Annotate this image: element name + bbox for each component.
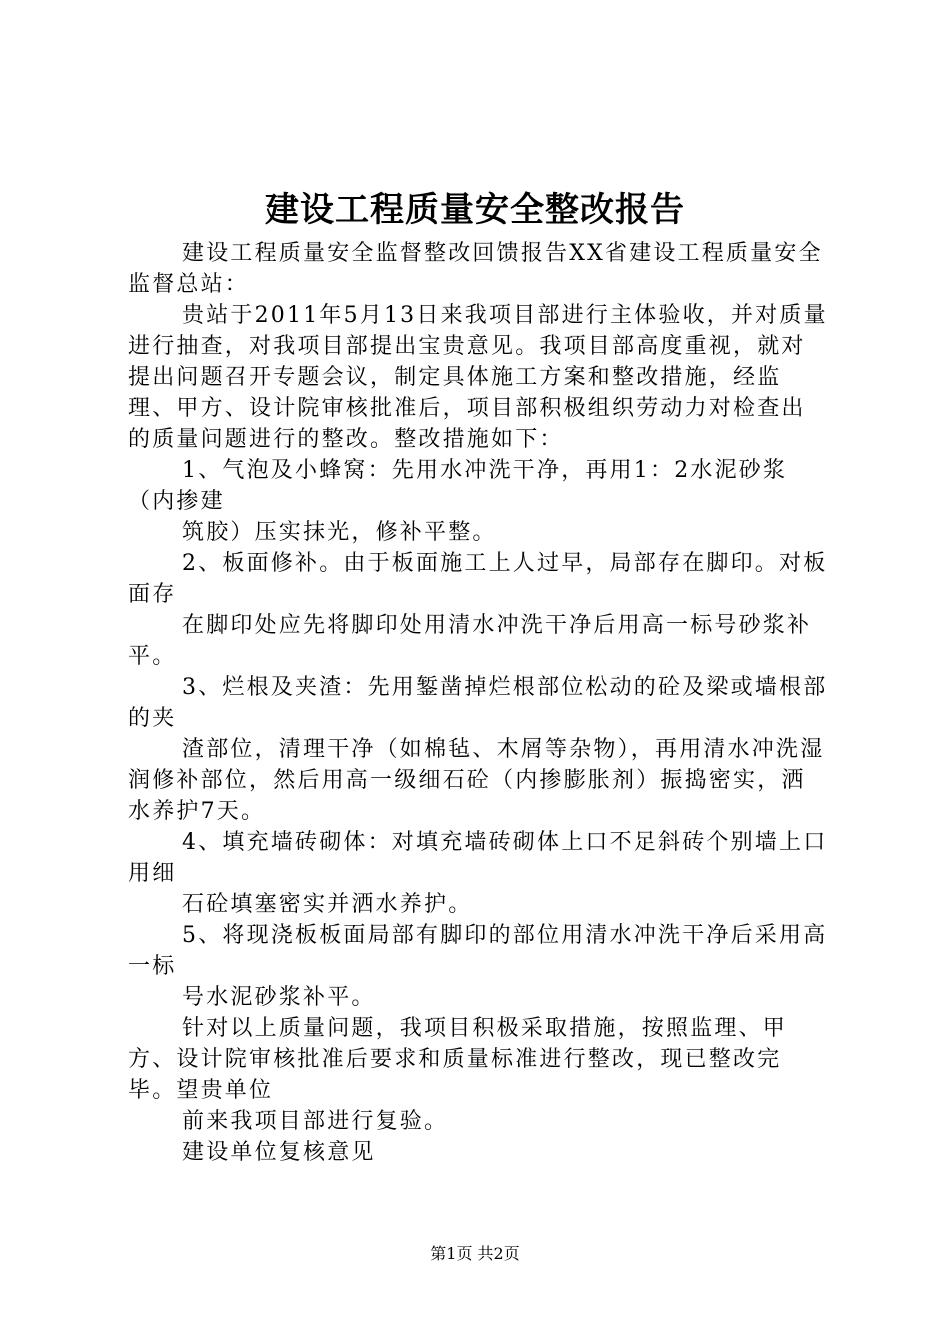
paragraph-14: 前来我项目部进行复验。 <box>182 1109 449 1134</box>
paragraph-15: 建设单位复核意见 <box>182 1140 376 1165</box>
paragraph-3: 1、气泡及小蜂窝：先用水冲洗干净，再用1：2水泥砂浆（内掺建 <box>128 458 788 514</box>
paragraph-6: 在脚印处应先将脚印处用清水冲洗干净后用高一标号砂浆补平。 <box>128 613 812 669</box>
document-title: 建设工程质量安全整改报告 <box>265 190 685 230</box>
paragraph-12: 号水泥砂浆补平。 <box>182 985 376 1010</box>
paragraph-1: 建设工程质量安全监督整改回馈报告XX省建设工程质量安全监督总站： <box>128 241 823 297</box>
page-number-footer: 第1页 共2页 <box>430 1244 520 1263</box>
paragraph-10: 石砼填塞密实并洒水养护。 <box>182 892 473 917</box>
paragraph-5: 2、板面修补。由于板面施工上人过早，局部存在脚印。对板面存 <box>128 551 828 607</box>
paragraph-7: 3、烂根及夹渣：先用錾凿掉烂根部位松动的砼及梁或墙根部的夹 <box>128 675 828 731</box>
paragraph-9: 4、填充墙砖砌体：对填充墙砖砌体上口不足斜砖个别墙上口用细 <box>128 830 828 886</box>
paragraph-11: 5、将现浇板板面局部有脚印的部位用清水冲洗干净后采用高一标 <box>128 923 828 979</box>
paragraph-2: 贵站于2011年5月13日来我项目部进行主体验收，并对质量进行抽查，对我项目部提出宝贵意见。我项目部高度重视，就对提出问题召开专题会议，制定具体施工方案和整改措施，经监理、甲方、设计院审核批准后，项目部积极组织劳动力对检查出的质量问题进行的整改。整改措施如下： <box>128 303 828 452</box>
paragraph-13: 针对以上质量问题，我项目积极采取措施，按照监理、甲方、设计院审核批准后要求和质量标准进行整改，现已整改完毕。望贵单位 <box>128 1016 788 1103</box>
paragraph-8: 渣部位，清理干净（如棉毡、木屑等杂物），再用清水冲洗湿润修补部位，然后用高一级细石砼（内掺膨胀剂）振捣密实，洒水养护7天。 <box>128 737 825 824</box>
paragraph-4: 筑胶）压实抹光，修补平整。 <box>182 520 497 545</box>
document-body <box>128 238 828 1168</box>
